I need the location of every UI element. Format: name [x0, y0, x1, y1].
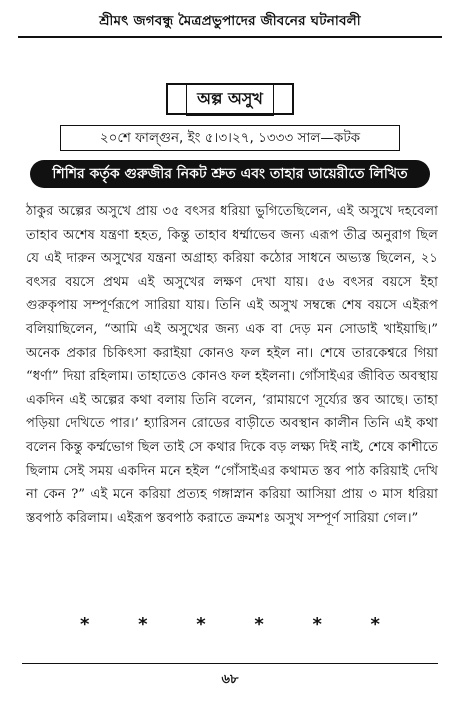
divider-star: * — [80, 614, 90, 635]
chapter-title: অল্প অসুখ — [186, 83, 274, 116]
body-paragraph: ঠাকুর অল্পের অসুখে প্রায় ৩৫ বৎসর ধরিয়া ভুগিতেছিলেন, এই অসুখে দহবেলা তাহাব অশেষ যন্ত্রণা হহত, কিন্তু তাহাব ধর্ম্মাভেব জন্য এরূপ তীব্র অনুরাগ ছিল যে এই দারুন অসুখের যন্ত্রনা অগ্রাহ্য করিয়া কঠোর সাধনে অভ্যস্ত ছিলেন, ২১ বৎসর বয়সে প্রথম এই অসুখের লক্ষণ দেখা যায়। ৫৬ বৎসর বয়সে ইহা গুরুকৃপায় সম্পূর্ণরূপে সারিয়া যায়। তিনি এই অসুখ সম্বন্ধে শেষ বয়সে এইরূপ বলিয়াছিলেন, “আমি এই অসুখের জন্য এক বা দেড় মন সোডাই খাইয়াছি।” অনেক প্রকার চিকিৎসা করাইয়া কোনও ফল হইল না। শেষে তারকেশ্বরে গিয়া “ধর্ণা” দিয়া রহিলাম। তাহাতেও কোনও ফল হইলনা। গোঁসাইএর জীবিত অবস্থায় একদিন এই অল্পের কথা বলায় তিনি বলেন, ‘রামায়ণে সূর্য্যের স্তব আছে। তাহা পড়িয়া দেখিতে পার।’ হ্যারিসন রোডের বাড়ীতে অবস্থান কালীন তিনি এই কথা বলেন কিন্তু কর্ম্মভোগ ছিল তাই সে কথার দিকে বড় লক্ষ্য দিই নাই, শেষে কাশীতে ছিলাম সেই সময় একদিন মনে হইল “গোঁসাইএর কথামত স্তব পাঠ করিয়াই দেখি না কেন ?” এই মনে করিয়া প্রত্যহ গঙ্গাস্নান করিয়া আসিয়া প্রায় ৩ মাস ধরিয়া স্তবপাঠ করিলাম। এইরূপ স্তবপাঠ করাতে ক্রমশঃ অসুখ সম্পূর্ণ সারিয়া গেল।” — [26, 204, 438, 526]
divider-star: * — [254, 614, 264, 635]
source-note-banner: শিশির কর্তৃক গুরুজীর নিকট শ্রুত এবং তাহার ডায়েরীতে লিখিত — [30, 160, 430, 188]
footer-rule — [22, 663, 438, 664]
divider-star: * — [312, 614, 322, 635]
running-header: শ্রীমৎ জগবন্ধু মৈত্রপ্রভুপাদের জীবনের ঘটনাবলী — [99, 13, 361, 29]
header-rule — [18, 36, 442, 38]
section-divider-stars — [80, 614, 380, 635]
divider-star: * — [370, 614, 380, 635]
chapter-date-line: ২০শে ফাল্গুন, ইং ৫।৩।২৭, ১৩৩৩ সাল—কটক — [60, 125, 400, 151]
divider-star: * — [196, 614, 206, 635]
chapter-title-box — [166, 83, 294, 115]
page-number: ৬৮ — [221, 672, 239, 687]
divider-star: * — [138, 614, 148, 635]
